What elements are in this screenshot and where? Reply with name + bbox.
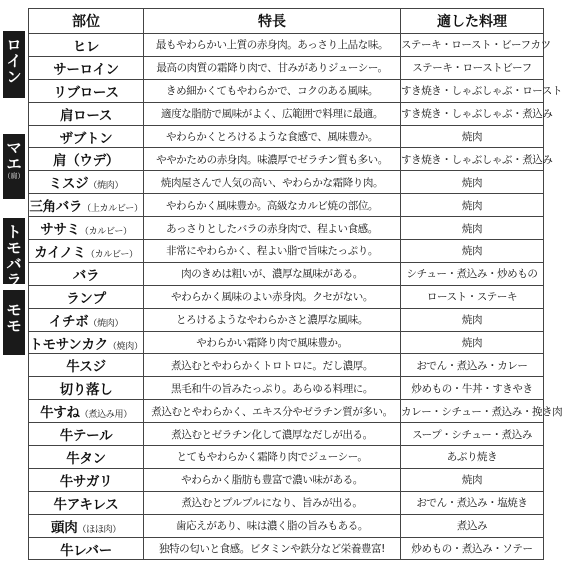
table-row [29, 171, 544, 194]
dish-text: すき焼き・しゃぶしゃぶ・ロースト [401, 79, 544, 102]
group-label-char: モ [6, 239, 22, 257]
table-row [29, 491, 544, 514]
dish-text: 焼肉 [401, 171, 544, 194]
table-row [29, 240, 544, 263]
part-name-note: （上カルビー） [82, 204, 143, 215]
part-name [29, 262, 144, 285]
feature-text: 最もやわらかい上質の赤身肉。あっさり上品な味。 [144, 34, 401, 57]
header-feature: 特長 [144, 9, 401, 34]
table-row [29, 377, 544, 400]
group-label-char: エ [6, 155, 22, 173]
table-row [29, 308, 544, 331]
part-name-text: ヒレ [72, 38, 100, 55]
header-part: 部位 [29, 9, 144, 34]
part-name-text: イチボ [48, 313, 89, 330]
part-name-note: （焼肉） [88, 318, 124, 329]
part-name-text: トモサンカク [29, 336, 108, 353]
header-dish: 適した料理 [401, 9, 544, 34]
part-name-note: （煮込み用） [79, 410, 132, 421]
dish-text: すき焼き・しゃぶしゃぶ・煮込み [401, 148, 544, 171]
group-loin [3, 31, 25, 98]
group-label-char: ン [6, 68, 22, 86]
part-name-note: （カルビー） [85, 249, 138, 260]
group-mae [3, 134, 25, 199]
feature-text: やわらかい霜降り肉で風味豊か。 [144, 331, 401, 354]
feature-text: 黒毛和牛の旨みたっぷり。あらゆる料理に。 [144, 377, 401, 400]
dish-text: ロースト・ステーキ [401, 285, 544, 308]
group-label-char: モ [6, 301, 22, 319]
part-name-text: 肩（ウデ） [53, 153, 119, 170]
part-name-text: サーロイン [53, 61, 119, 78]
feature-text: 煮込むとプルプルになり、旨みが出る。 [144, 491, 401, 514]
feature-text: とろけるようなやわらかさと濃厚な風味。 [144, 308, 401, 331]
part-name [29, 148, 144, 171]
dish-text: カレー・シチュー・煮込み・挽き肉 [401, 400, 544, 423]
dish-text: 焼肉 [401, 125, 544, 148]
dish-text: スープ・シチュー・煮込み [401, 423, 544, 446]
group-momo [3, 290, 25, 355]
part-name [29, 171, 144, 194]
feature-text: 非常にやわらかく、程よい脂で旨味たっぷり。 [144, 240, 401, 263]
table-row [29, 285, 544, 308]
part-name [29, 446, 144, 469]
part-name [29, 468, 144, 491]
part-name [29, 34, 144, 57]
part-name-text: ミスジ [48, 176, 89, 193]
feature-text: 肉のきめは粗いが、濃厚な風味がある。 [144, 262, 401, 285]
table-row [29, 217, 544, 240]
feature-text: とてもやわらかく霜降り肉でジューシー。 [144, 446, 401, 469]
dish-text: 炒めもの・牛丼・すきやき [401, 377, 544, 400]
table-row [29, 468, 544, 491]
feature-text: やわらかく脂肪も豊富で濃い味がある。 [144, 468, 401, 491]
part-name-text: 牛タン [66, 450, 106, 467]
feature-text: 独特の匂いと食感。ビタミンや鉄分など栄養豊富! [144, 537, 401, 560]
category-sidebar [0, 0, 28, 568]
table-row [29, 354, 544, 377]
part-name-text: 牛すね [40, 405, 80, 422]
part-name-text: 牛レバー [60, 542, 112, 559]
part-name [29, 285, 144, 308]
table-row [29, 148, 544, 171]
dish-text: あぶり焼き [401, 446, 544, 469]
feature-text: 歯応えがあり、味は濃く脂の旨みもある。 [144, 514, 401, 537]
table-row [29, 423, 544, 446]
part-name-text: 三角バラ [29, 199, 83, 216]
table-row [29, 125, 544, 148]
part-name [29, 514, 144, 537]
table-row [29, 34, 544, 57]
beef-cuts-table [28, 8, 562, 560]
feature-text: 煮込むとやわらかくトロトロに。だし濃厚。 [144, 354, 401, 377]
group-label-sub: （肩） [3, 172, 25, 180]
feature-text: やわらかくとろけるような食感で、風味豊か。 [144, 125, 401, 148]
part-name [29, 377, 144, 400]
feature-text: あっさりとしたバラの赤身肉で、程よい食感。 [144, 217, 401, 240]
part-name [29, 331, 144, 354]
dish-text: おでん・煮込み・塩焼き [401, 491, 544, 514]
part-name [29, 537, 144, 560]
part-name [29, 400, 144, 423]
part-name-text: カイノミ [34, 244, 86, 261]
table-row [29, 194, 544, 217]
part-name-text: ササミ [40, 222, 80, 239]
group-label-char: マ [6, 139, 22, 157]
group-label-char: ト [6, 223, 22, 241]
part-name-note: （焼肉） [88, 181, 124, 192]
table-row [29, 400, 544, 423]
part-name-text: 切り落し [59, 382, 113, 399]
part-name-text: リブロース [53, 84, 119, 101]
dish-text: 焼肉 [401, 217, 544, 240]
dish-text: おでん・煮込み・カレー [401, 354, 544, 377]
part-name-note: （カルビー） [79, 227, 132, 238]
part-name-text: 頭肉 [51, 519, 78, 536]
part-name [29, 125, 144, 148]
dish-text: 焼肉 [401, 240, 544, 263]
part-name-text: バラ [72, 267, 100, 284]
group-label-char: ラ [6, 271, 22, 289]
part-name-text: 牛スジ [66, 359, 106, 376]
dish-text: 焼肉 [401, 331, 544, 354]
feature-text: やわらかく風味豊か。高級なカルビ焼の部位。 [144, 194, 401, 217]
dish-text: ステーキ・ロースト・ビーフカツ [401, 34, 544, 57]
dish-text: 焼肉 [401, 468, 544, 491]
table-row [29, 446, 544, 469]
feature-text: 煮込むとやわらかく、エキス分やゼラチン質が多い。 [144, 400, 401, 423]
group-label-char: バ [6, 255, 22, 273]
part-name-note: （焼肉） [107, 341, 143, 352]
part-name [29, 491, 144, 514]
part-name [29, 194, 144, 217]
dish-text: 煮込み [401, 514, 544, 537]
table-row [29, 537, 544, 560]
part-name-text: ザブトン [59, 130, 113, 147]
part-name [29, 240, 144, 263]
group-tomobara [3, 218, 25, 289]
group-label-char: イ [6, 52, 22, 70]
feature-text: 最高の肉質の霜降り肉で、甘みがありジューシー。 [144, 56, 401, 79]
part-name [29, 56, 144, 79]
dish-text: 焼肉 [401, 308, 544, 331]
group-label-char: ロ [6, 36, 22, 54]
feature-text: ややかための赤身肉。味濃厚でゼラチン質も多い。 [144, 148, 401, 171]
group-label-char: モ [6, 317, 22, 335]
part-name-text: 牛テール [59, 428, 113, 445]
table-row [29, 331, 544, 354]
part-name [29, 354, 144, 377]
part-name [29, 79, 144, 102]
part-name [29, 308, 144, 331]
dish-text: シチュー・煮込み・炒めもの [401, 262, 544, 285]
part-name-text: 牛サガリ [59, 473, 113, 490]
dish-text: ステーキ・ローストビーフ [401, 56, 544, 79]
dish-text: 炒めもの・煮込み・ソテー [401, 537, 544, 560]
part-name [29, 102, 144, 125]
feature-text: きめ細かくてもやわらかで、コクのある風味。 [144, 79, 401, 102]
feature-text: 煮込むとゼラチン化して濃厚なだしが出る。 [144, 423, 401, 446]
part-name-text: 牛アキレス [53, 496, 119, 513]
dish-text: 焼肉 [401, 194, 544, 217]
feature-text: やわらかく風味のよい赤身肉。クセがない。 [144, 285, 401, 308]
part-name [29, 217, 144, 240]
header-row [29, 9, 544, 34]
feature-text: 焼肉屋さんで人気の高い、やわらかな霜降り肉。 [144, 171, 401, 194]
dish-text: すき焼き・しゃぶしゃぶ・煮込み [401, 102, 544, 125]
table-row [29, 79, 544, 102]
part-name-note: （ほほ肉） [77, 524, 121, 535]
table-row [29, 514, 544, 537]
table-row [29, 102, 544, 125]
table-row [29, 56, 544, 79]
table-row [29, 262, 544, 285]
feature-text: 適度な脂肪で風味がよく、広範囲で料理に最適。 [144, 102, 401, 125]
part-name-text: 肩ロース [59, 107, 113, 124]
part-name-text: ランプ [66, 290, 106, 307]
part-name [29, 423, 144, 446]
